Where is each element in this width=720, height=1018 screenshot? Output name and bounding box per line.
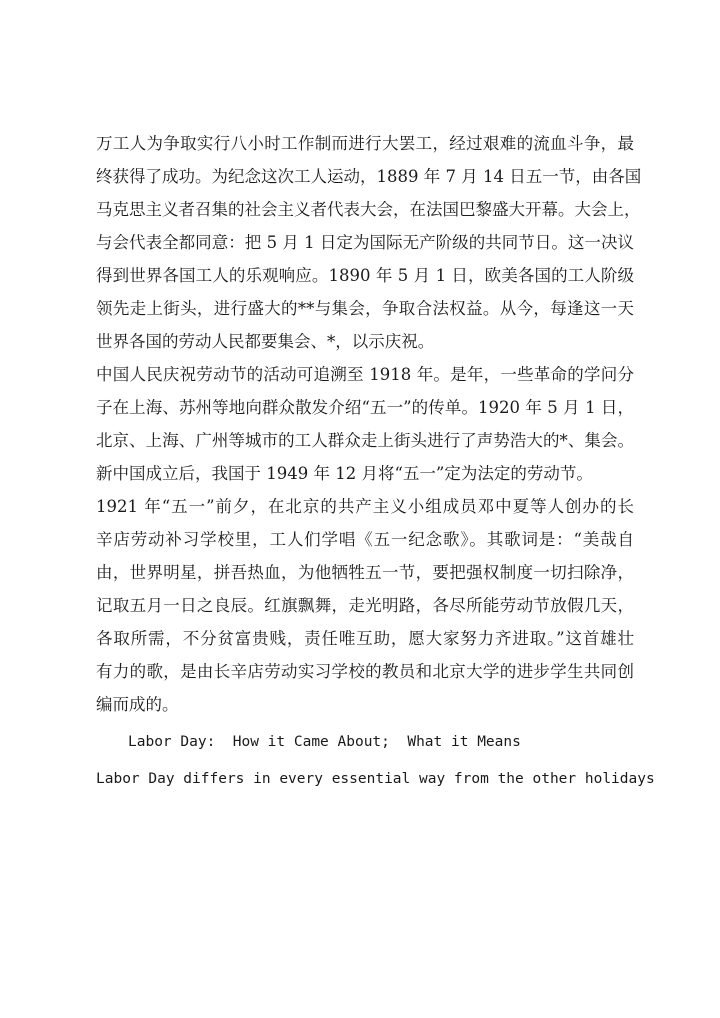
- text-line: 万工人为争取实行八小时工作制而进行大罢工，经过艰难的流血斗争，最: [96, 134, 634, 153]
- text-line: 辛店劳动补习学校里，工人们学唱《五一纪念歌》。其歌词是：“美哉自: [96, 530, 634, 549]
- text-line: 领先走上街头，进行盛大的**与集会，争取合法权益。从今，每逢这一天: [96, 299, 634, 318]
- text-line: 各取所需，不分贫富贵贱，责任唯互助，愿大家努力齐进取。”这首雄壮: [96, 629, 634, 648]
- text-line: 新中国成立后，我国于 1949 年 12 月将“五一”定为法定的劳动节。: [96, 464, 593, 483]
- text-line: 中国人民庆祝劳动节的活动可追溯至 1918 年。是年，一些革命的学问分: [96, 365, 634, 384]
- text-line: 记取五月一日之良辰。红旗飘舞，走光明路，各尽所能劳动节放假几天，: [96, 596, 634, 615]
- text-line: 子在上海、苏州等地向群众散发介绍“五一”的传单。1920 年 5 月 1 日，: [96, 398, 634, 417]
- text-line: 编而成的。: [96, 695, 179, 714]
- text-line: 北京、上海、广州等城市的工人群众走上街头进行了声势浩大的*、集会。: [96, 431, 634, 450]
- english-body-line: Labor Day differs in every essential way from the other holidays: [96, 771, 655, 787]
- text-line: 与会代表全都同意：把 5 月 1 日定为国际无产阶级的共同节日。这一决议: [96, 233, 634, 252]
- text-line: 世界各国的劳动人民都要集会、*，以示庆祝。: [96, 332, 435, 351]
- text-line: 有力的歌，是由长辛店劳动实习学校的教员和北京大学的进步学生共同创: [96, 662, 634, 681]
- text-line: 1921 年“五一”前夕，在北京的共产主义小组成员邓中夏等人创办的长: [96, 497, 634, 516]
- text-line: 马克思主义者召集的社会主义者代表大会，在法国巴黎盛大开幕。大会上，: [96, 200, 641, 219]
- english-heading: Labor Day: How it Came About; What it Means: [128, 734, 521, 750]
- text-line: 终获得了成功。为纪念这次工人运动，1889 年 7 月 14 日五一节，由各国: [96, 167, 642, 186]
- document-body: [96, 127, 655, 789]
- text-line: 由，世界明星，拼吾热血，为他牺牲五一节，要把强权制度一切扫除净，: [96, 563, 634, 582]
- text-line: 得到世界各国工人的乐观响应。1890 年 5 月 1 日，欧美各国的工人阶级: [96, 266, 634, 285]
